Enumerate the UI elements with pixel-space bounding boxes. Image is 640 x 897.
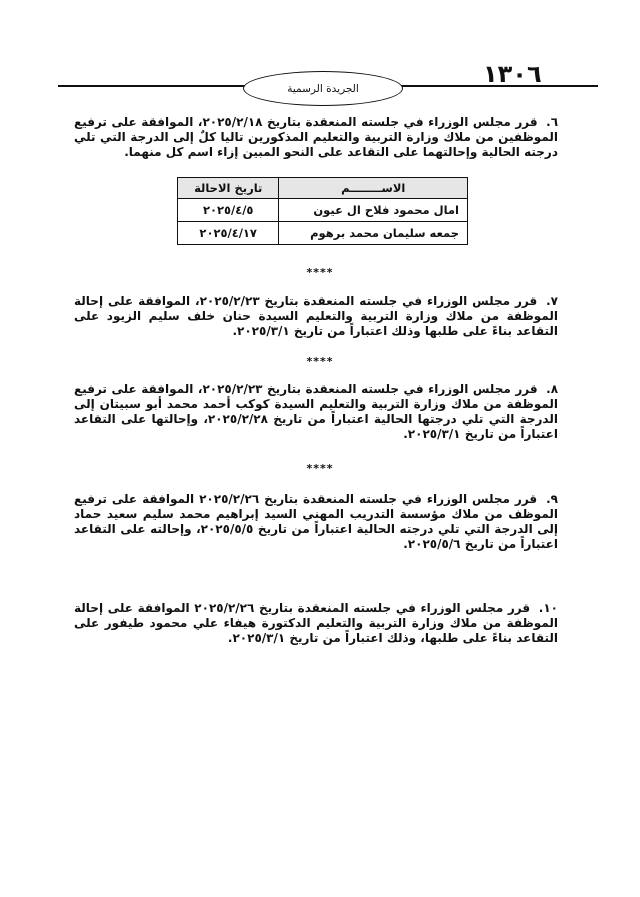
- separator: ****: [306, 462, 334, 475]
- retirees-table: [177, 177, 468, 245]
- item-text: قرر مجلس الوزراء في جلسته المنعقدة بتاريخ ٢٠٢٥/٢/٢٦ الموافقة على إحالة الموظفة من ملاك وزارة التربية والتعليم الدكتورة هيفاء علي محمود طيفور على التقاعد بناءً على طلبها، وذلك اعتباراً من تاريخ ٢٠٢٥/٣/١.: [74, 601, 558, 645]
- item-number: ٨.: [546, 382, 559, 396]
- cell-date: ٢٠٢٥/٤/١٧: [178, 222, 279, 245]
- item-text: قرر مجلس الوزراء في جلسته المنعقدة بتاريخ ٢٠٢٥/٢/٢٣، الموافقة على إحالة الموظفة من ملاك وزارة التربية والتعليم السيدة حنان خلف سليم الزيود على التقاعد بناءً على طلبها وذلك اعتباراً من تاريخ ٢٠٢٥/٣/١.: [74, 294, 558, 338]
- cell-date: ٢٠٢٥/٤/٥: [178, 199, 279, 222]
- table-header-row: [178, 178, 468, 199]
- table-row: [178, 199, 468, 222]
- decision-item-7: [74, 294, 558, 339]
- item-number: ١٠.: [538, 601, 558, 615]
- cell-name: جمعه سليمان محمد برهوم: [279, 222, 468, 245]
- decision-item-8: [74, 382, 558, 442]
- item-number: ٩.: [546, 492, 558, 506]
- item-text: قرر مجلس الوزراء في جلسته المنعقدة بتاريخ ٢٠٢٥/٢/٢٦ الموافقة على ترفيع الموظف من ملاك مؤسسة التدريب المهني السيد إبراهيم محمد سليم سعيد حماد إلى الدرجة التي تلي درجته الحالية اعتباراً من تاريخ ٢٠٢٥/٥/٥، وإحالته على التقاعد اعتباراً من تاريخ ٢٠٢٥/٥/٦.: [74, 492, 558, 551]
- header-name: الاســــــــم: [279, 178, 468, 199]
- separator: ****: [306, 355, 334, 368]
- header-ellipse: [243, 71, 403, 106]
- item-number: ٦.: [546, 115, 559, 129]
- item-text: قرر مجلس الوزراء في جلسته المنعقدة بتاريخ ٢٠٢٥/٢/١٨، الموافقة على ترفيع الموظفين من ملاك وزارة التربية والتعليم المذكورين تاليا كلٌ إلى الدرجة التي تلي درجته الحالية وإحالتهما على التقاعد على النحو المبين إزاء اسم كل منهما.: [74, 115, 558, 159]
- item-text: قرر مجلس الوزراء في جلسته المنعقدة بتاريخ ٢٠٢٥/٢/٢٣، الموافقة على ترفيع الموظفة من ملاك وزارة التربية والتعليم السيدة كوكب أحمد محمد أبو سبيتان إلى الدرجة التي تلي درجتها الحالية اعتباراً من تاريخ ٢٠٢٥/٢/٢٨، وإحالتها على التقاعد اعتباراً من تاريخ ٢٠٢٥/٣/١.: [74, 382, 558, 441]
- gazette-title: الجريدة الرسمية: [287, 82, 359, 95]
- decision-item-9: [74, 492, 558, 552]
- page-number: ١٣٠٦: [483, 60, 542, 88]
- cell-name: امال محمود فلاح ال عيون: [279, 199, 468, 222]
- decision-item-6: [74, 115, 558, 160]
- separator: ****: [306, 266, 334, 279]
- header-date: تاريخ الاحالة: [178, 178, 279, 199]
- item-number: ٧.: [546, 294, 558, 308]
- decision-item-10: [74, 601, 558, 646]
- table-row: [178, 222, 468, 245]
